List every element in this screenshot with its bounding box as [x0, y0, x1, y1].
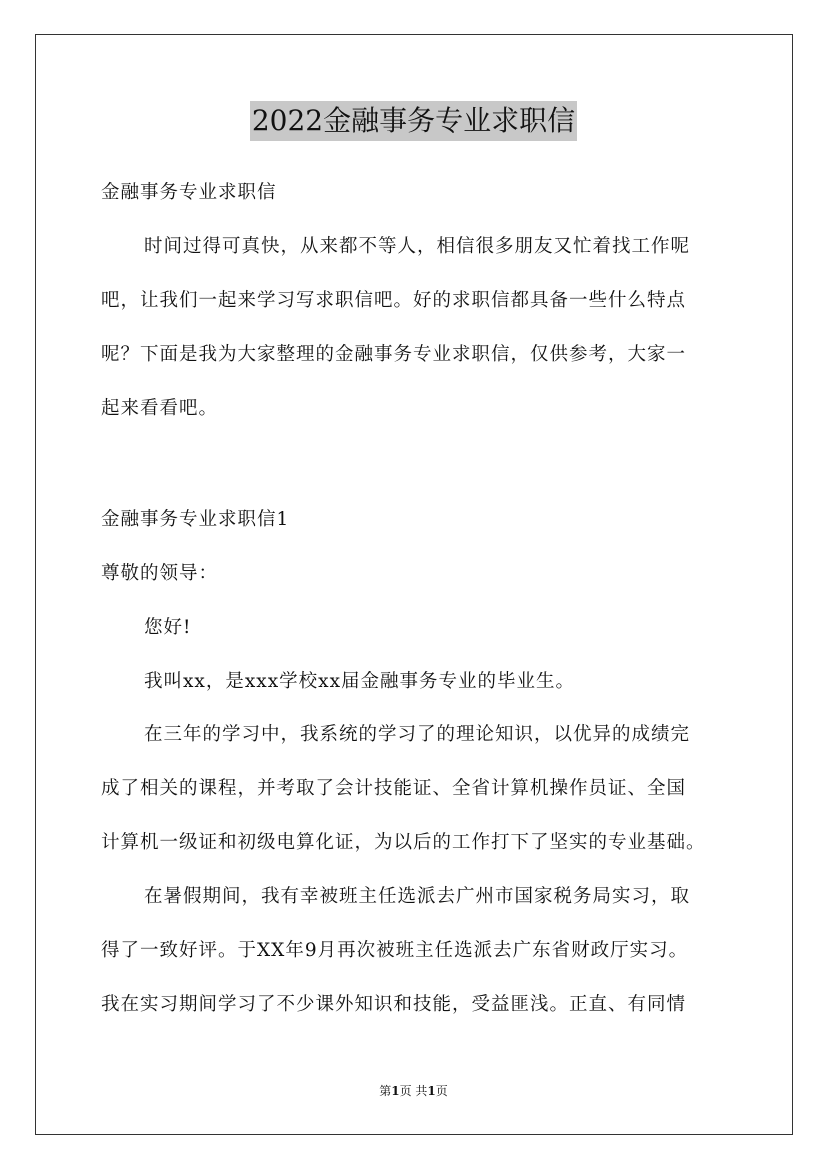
body-line: 吧，让我们一起来学习写求职信吧。好的求职信都具备一些什么特点 [101, 290, 687, 311]
footer-page-label-mid: 页 共 [399, 1084, 428, 1098]
page-footer [0, 1083, 827, 1099]
body-line: 在三年的学习中，我系统的学习了的理论知识，以优异的成绩完 [144, 724, 691, 745]
body-line: 呢？下面是我为大家整理的金融事务专业求职信，仅供参考，大家一 [101, 344, 687, 365]
body-line: 计算机一级证和初级电算化证，为以后的工作打下了坚实的专业基础。 [101, 832, 706, 853]
body-line: 得了一致好评。于XX年9月再次被班主任选派去广东省财政厅实习。 [101, 940, 689, 961]
greeting: 您好! [144, 617, 192, 638]
title-container [0, 101, 827, 141]
body-line: 时间过得可真快，从来都不等人，相信很多朋友又忙着找工作呢 [144, 236, 691, 257]
body-line: 起来看看吧。 [101, 398, 219, 419]
footer-page-number: 1 [391, 1084, 400, 1098]
document-title: 2022金融事务专业求职信 [250, 101, 577, 141]
footer-page-total: 1 [427, 1084, 436, 1098]
body-line: 我叫xx，是xxx学校xx届金融事务专业的毕业生。 [144, 671, 576, 692]
salutation: 尊敬的领导： [101, 563, 219, 584]
footer-page-label-post: 页 [435, 1084, 448, 1098]
subtitle-line: 金融事务专业求职信 [101, 182, 277, 203]
section-heading: 金融事务专业求职信1 [101, 509, 290, 530]
body-line: 在暑假期间，我有幸被班主任选派去广州市国家税务局实习，取 [144, 886, 691, 907]
footer-page-label-pre: 第 [379, 1084, 392, 1098]
body-line: 我在实习期间学习了不少课外知识和技能，受益匪浅。正直、有同情 [101, 994, 687, 1015]
body-line: 成了相关的课程，并考取了会计技能证、全省计算机操作员证、全国 [101, 778, 687, 799]
